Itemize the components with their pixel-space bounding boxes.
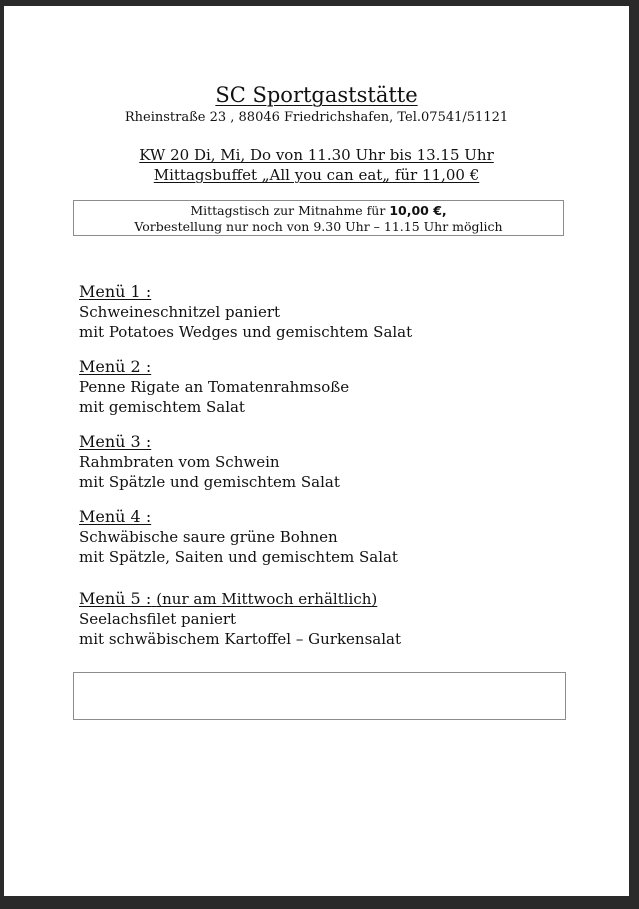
page-title: SC Sportgaststätte: [215, 83, 418, 107]
menu-heading: Menü 4 :: [79, 507, 152, 526]
menu-item-4: [79, 507, 599, 567]
menu-heading-label: Menü 5 :: [79, 589, 152, 608]
menu-availability-note: (nur am Mittwoch erhältlich): [156, 590, 378, 608]
document-page: [4, 6, 629, 896]
menu-item-2: [79, 357, 599, 417]
takeaway-price: 10,00 €,: [389, 203, 447, 218]
menu-dish: Penne Rigate an Tomatenrahmsoße: [79, 378, 350, 396]
menu-side: mit Potatoes Wedges und gemischtem Salat: [79, 323, 413, 341]
menu-heading: Menü 1 :: [79, 282, 152, 301]
buffet-offer: Mittagsbuffet „All you can eat„ für 11,00 €: [153, 166, 480, 184]
menu-dish: Schweineschnitzel paniert: [79, 303, 281, 321]
menu-heading: [79, 589, 377, 609]
menu-item-5: [79, 589, 599, 649]
menu-dish: Seelachsfilet paniert: [79, 610, 237, 628]
menu-dish: Rahmbraten vom Schwein: [79, 453, 280, 471]
menu-side: mit gemischtem Salat: [79, 398, 245, 416]
address-line: Rheinstraße 23 , 88046 Friedrichshafen, Tel.07541/51121: [124, 110, 509, 125]
takeaway-text: Mittagstisch zur Mitnahme für: [190, 203, 390, 218]
menu-heading: Menü 2 :: [79, 357, 152, 376]
preorder-line: Vorbestellung nur noch von 9.30 Uhr – 11.15 Uhr möglich: [134, 219, 503, 234]
menu-side: mit Spätzle und gemischtem Salat: [79, 473, 340, 491]
menu-item-1: [79, 282, 599, 342]
takeaway-notice-box: [73, 200, 564, 236]
takeaway-price-line: [74, 203, 563, 219]
empty-notice-box: [73, 672, 566, 720]
opening-hours: KW 20 Di, Mi, Do von 11.30 Uhr bis 13.15 Uhr: [139, 146, 494, 164]
menu-side: mit schwäbischem Kartoffel – Gurkensalat: [79, 630, 401, 648]
menu-dish: Schwäbische saure grüne Bohnen: [79, 528, 338, 546]
menu-item-3: [79, 432, 599, 492]
menu-side: mit Spätzle, Saiten und gemischtem Salat: [79, 548, 398, 566]
menu-heading: Menü 3 :: [79, 432, 152, 451]
